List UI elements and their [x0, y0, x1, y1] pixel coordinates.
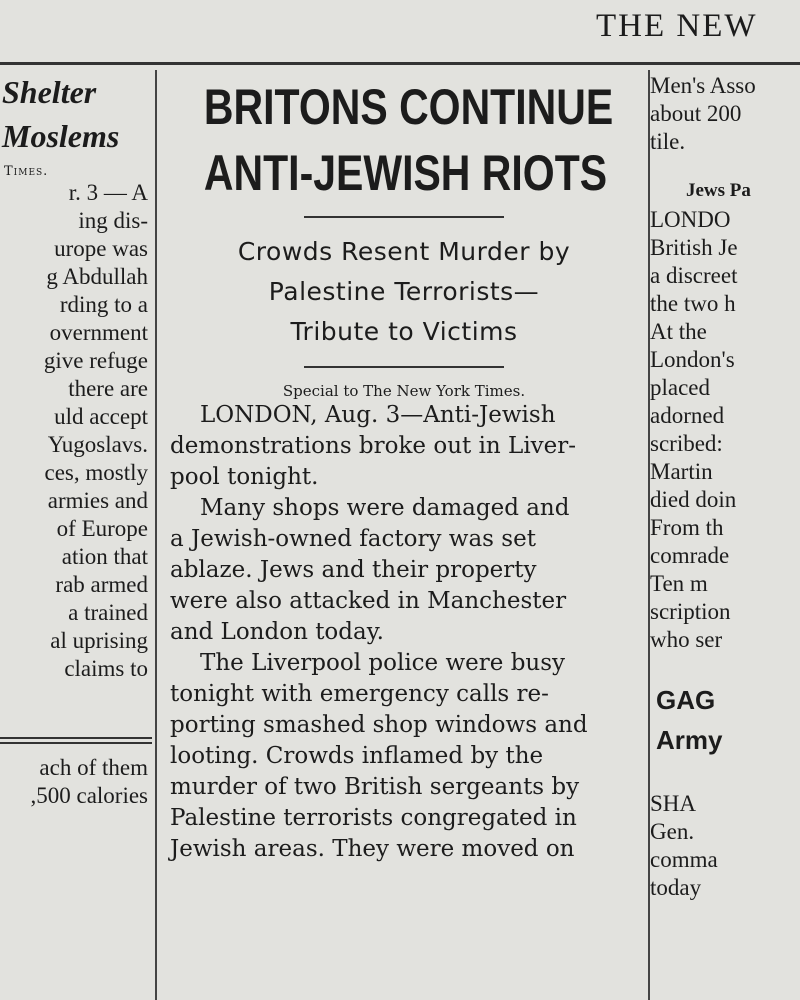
column-rule	[155, 70, 157, 1000]
article-subhead-line: Palestine Terrorists—	[268, 277, 540, 306]
text-line: who ser	[650, 627, 723, 652]
text-line: and London today.	[170, 619, 384, 645]
text-line: claims to	[64, 656, 148, 681]
text-line: comrade	[650, 543, 730, 568]
text-line: uld accept	[54, 404, 148, 429]
text-line: died doin	[650, 487, 737, 512]
article-headline-line: ANTI-JEWISH RIOTS	[203, 145, 608, 201]
text-line: demonstrations broke out in Liver-	[170, 433, 577, 459]
text-line: a Jewish-owned factory was set	[170, 526, 536, 552]
text-line: Many shops were damaged and	[200, 495, 570, 521]
left-credit: Times.	[4, 164, 49, 179]
article-credit: Special to The New York Times.	[282, 382, 526, 400]
text-line: about 200	[650, 101, 742, 126]
text-line: Men's Asso	[650, 73, 756, 98]
article-headline-line: BRITONS CONTINUE	[203, 79, 614, 135]
text-line: a trained	[68, 600, 148, 625]
text-line: tile.	[650, 129, 686, 154]
text-line: ing dis-	[78, 208, 148, 233]
subhead-rule	[304, 366, 504, 368]
text-line: LONDO	[650, 207, 731, 232]
text-line: Palestine terrorists congregated in	[170, 805, 577, 831]
text-line: of Europe	[56, 516, 148, 541]
text-line: there are	[68, 376, 148, 401]
right-top-body	[650, 72, 800, 156]
left-headline-line: Moslems	[2, 118, 120, 154]
left-section-rule	[0, 737, 152, 744]
text-line: a discreet	[650, 263, 738, 288]
article-subhead-line: Crowds Resent Murder by	[237, 237, 571, 266]
right-headline-sub: Army	[656, 725, 723, 755]
text-line: overnment	[49, 320, 148, 345]
right-body	[650, 206, 800, 654]
text-line: At the	[650, 319, 707, 344]
text-line: LONDON, Aug. 3—Anti-Jewish	[200, 402, 556, 428]
text-line: The Liverpool police were busy	[200, 650, 566, 676]
text-line: ablaze. Jews and their property	[170, 557, 537, 583]
text-line: London's	[650, 347, 735, 372]
text-line: From th	[650, 515, 724, 540]
masthead-rule	[0, 62, 800, 65]
text-line: ces, mostly	[44, 460, 148, 485]
right-subhead: Jews Pa	[686, 180, 751, 201]
main-article	[160, 70, 648, 1000]
text-line: porting smashed shop windows and	[170, 712, 588, 738]
article-subhead-line: Tribute to Victims	[290, 317, 518, 346]
text-line: were also attacked in Manchester	[170, 588, 567, 614]
text-line: murder of two British sergeants by	[170, 774, 580, 800]
headline-rule	[304, 216, 504, 218]
text-line: today	[650, 875, 702, 900]
left-column	[0, 70, 152, 1000]
text-line: Gen.	[650, 819, 695, 844]
left-body-2	[0, 754, 152, 810]
text-line: give refuge	[43, 348, 148, 373]
right-body-2	[650, 790, 800, 902]
text-line: SHA	[650, 791, 697, 816]
text-line: ,500 calories	[30, 783, 148, 808]
text-line: the two h	[650, 291, 736, 316]
article-body	[160, 400, 648, 865]
text-line: British Je	[650, 235, 738, 260]
text-line: scription	[650, 599, 731, 624]
text-line: tonight with emergency calls re-	[170, 681, 549, 707]
left-body	[0, 179, 152, 683]
text-line: rab armed	[55, 572, 148, 597]
masthead: THE NEW	[596, 8, 758, 44]
text-line: adorned	[650, 403, 725, 428]
text-line: Ten m	[650, 571, 708, 596]
right-headline: GAG	[656, 685, 716, 715]
text-line: al uprising	[50, 628, 148, 653]
right-column	[650, 70, 800, 1000]
text-line: g Abdullah	[46, 264, 148, 289]
text-line: rding to a	[59, 292, 148, 317]
text-line: scribed:	[650, 431, 723, 456]
text-line: r. 3 — A	[68, 180, 148, 205]
text-line: ach of them	[39, 755, 148, 780]
text-line: comma	[650, 847, 718, 872]
text-line: pool tonight.	[170, 464, 319, 490]
text-line: urope was	[54, 236, 148, 261]
text-line: Martin	[650, 459, 713, 484]
text-line: Yugoslavs.	[47, 432, 148, 457]
text-line: Jewish areas. They were moved on	[170, 836, 575, 862]
left-headline-line: Shelter	[2, 74, 97, 110]
text-line: armies and	[47, 488, 148, 513]
text-line: placed	[650, 375, 711, 400]
text-line: looting. Crowds inflamed by the	[170, 743, 544, 769]
text-line: ation that	[61, 544, 148, 569]
